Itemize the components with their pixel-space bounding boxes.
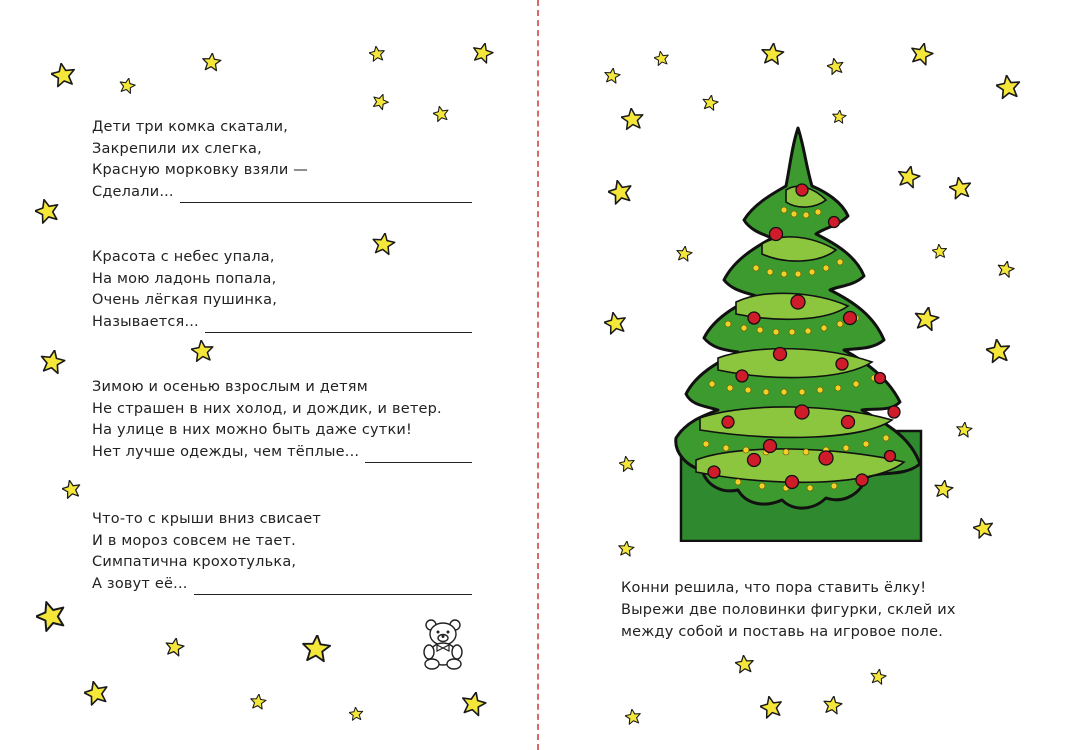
answer-blank[interactable] [365, 447, 472, 463]
riddle-3 [92, 377, 472, 463]
riddle-answer-prefix: Сделали... [92, 183, 174, 200]
riddle-4 [92, 509, 472, 595]
riddle-line: Красота с небес упала, [92, 249, 275, 265]
riddle-line: Что-то с крыши вниз свисает [92, 511, 322, 527]
right-page [539, 0, 1076, 750]
riddle-answer-line [92, 182, 472, 204]
instructions-line: между собой и поставь на игровое поле. [621, 624, 944, 640]
riddle-answer-prefix: Нет лучше одежды, чем тёплые... [92, 443, 360, 460]
answer-blank[interactable] [194, 579, 472, 595]
answer-blank[interactable] [180, 187, 472, 203]
riddle-1 [92, 117, 472, 203]
riddle-line: Очень лёгкая пушинка, [92, 292, 278, 308]
riddle-2 [92, 247, 472, 333]
instructions-text [621, 577, 1041, 643]
riddle-line: На мою ладонь попала, [92, 270, 277, 287]
riddle-answer-line [92, 312, 472, 334]
riddle-answer-prefix: А зовут её... [92, 575, 188, 592]
riddle-line: Зимою и осенью взрослым и детям [92, 379, 368, 395]
riddle-line: Не страшен в них холод, и дождик, и ветер. [92, 400, 442, 417]
instructions-line: Конни решила, что пора ставить ёлку! [621, 580, 927, 596]
answer-blank[interactable] [205, 317, 472, 333]
teddy-bear-icon [414, 616, 472, 670]
riddle-answer-line [92, 442, 472, 464]
riddle-line: Закрепили их слегка, [92, 140, 262, 157]
riddle-line: Дети три комка скатали, [92, 119, 289, 135]
riddle-line: И в мороз совсем не тает. [92, 532, 296, 549]
instructions-line: Вырежи две половинки фигурки, склей их [621, 602, 956, 618]
riddle-line: Симпатична крохотулька, [92, 554, 297, 570]
riddle-answer-prefix: Называется... [92, 313, 199, 330]
riddle-line: Красную морковку взяли — [92, 162, 308, 178]
riddle-answer-line [92, 574, 472, 596]
riddle-line: На улице в них можно быть даже сутки! [92, 422, 413, 438]
christmas-tree-cutout[interactable] [666, 126, 930, 542]
left-page [0, 0, 537, 750]
